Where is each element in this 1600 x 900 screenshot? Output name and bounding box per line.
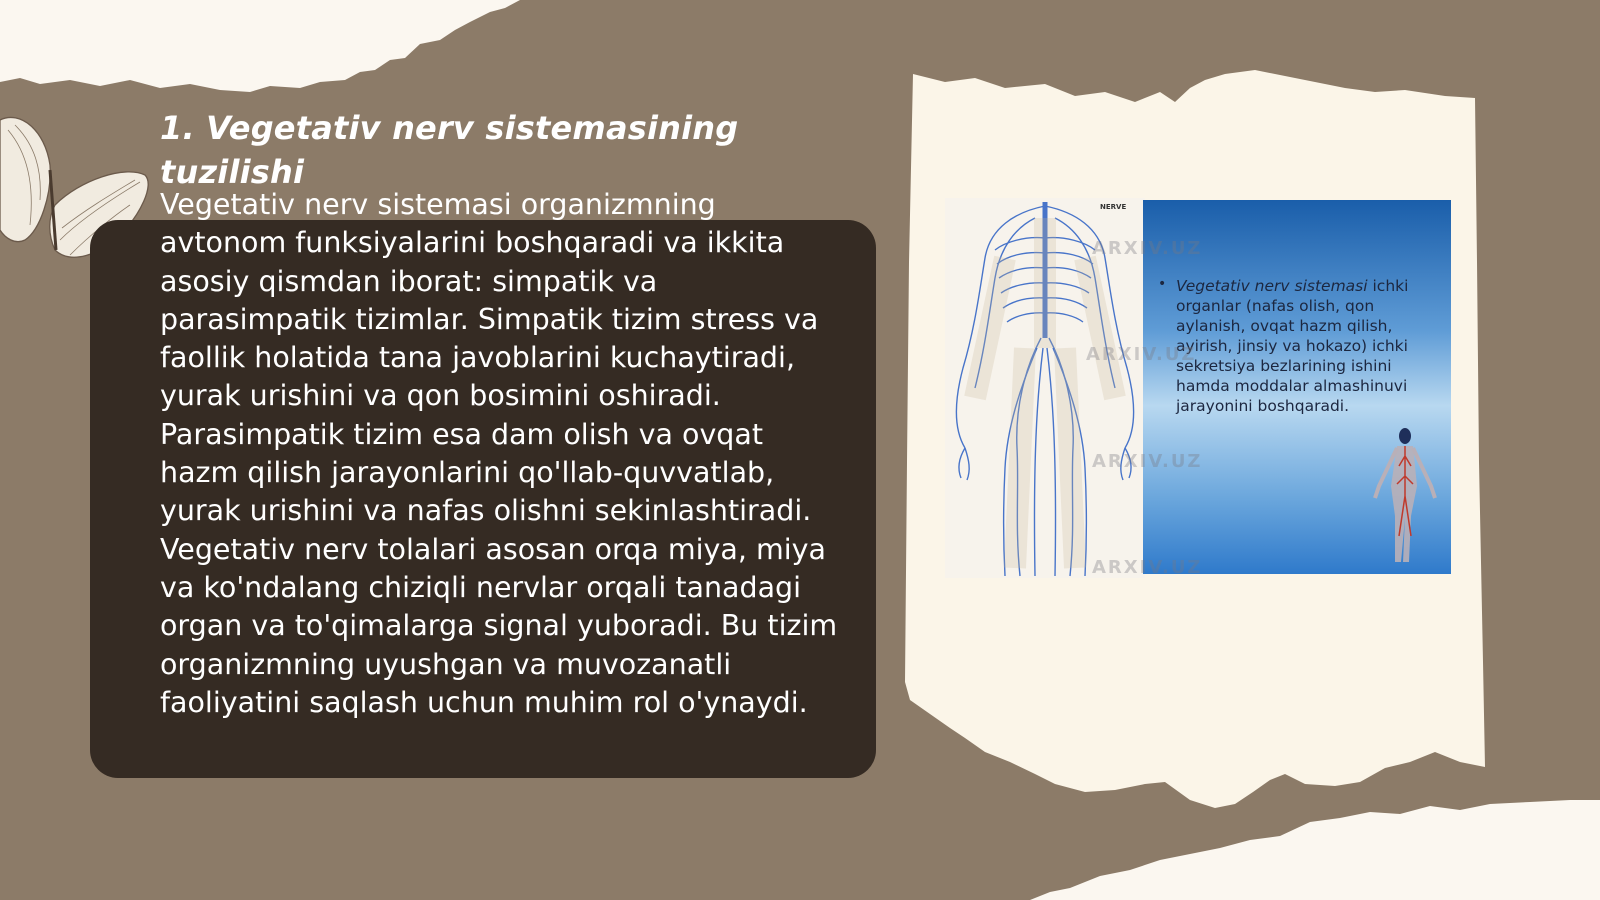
body-text: Vegetativ nerv sistemasi organizmning avtonom funksiyalarini boshqaradi va ikkita asosiy qismdan iborat: simpatik va parasimpatik tizimlar. Simpatik tizim stress va faollik holatida tana javoblarini kuchaytiradi, yurak urishini va qon bosimini oshiradi. Parasimpatik tizim esa dam olish va ovqat hazm qilish jarayonlarini qo'llab-quvvatlab, yurak urishini va nafas olishni sekinlashtiradi. Vegetativ nerv tolalari asosan orqa miya, miya va ko'ndalang chiziqli nervlar orqali tanadagi organ va to'qimalarga signal yuboradi. Bu tizim organizmning uyushgan va muvozanatli faoliyatini saqlash uchun muhim rol o'ynaydi. [160, 188, 838, 719]
bullet-marker: • [1158, 276, 1167, 292]
info-text-rest: ichki organlar (nafas olish, qon aylanish, ovqat hazm qilish, ayirish, jinsiy va hokazo) ichki sekretsiya bezlarining ishini hamda moddalar almashinuvi jarayonini boshqaradi. [1176, 277, 1409, 415]
watermark-4: ARXIV.UZ [1092, 557, 1203, 578]
watermark-3: ARXIV.UZ [1092, 451, 1203, 472]
nerve-label: NERVE [1100, 203, 1127, 211]
watermark-1: ARXIV.UZ [1092, 238, 1203, 259]
info-text-italic: Vegetativ nerv sistemasi [1176, 277, 1368, 295]
watermark-2: ARXIV.UZ [1086, 344, 1197, 365]
info-text [1176, 276, 1412, 416]
human-figure [1365, 426, 1445, 564]
torn-paper-top-left [0, 0, 560, 110]
slide-title: 1. Vegetativ nerv sistemasining tuzilishi [160, 109, 739, 191]
